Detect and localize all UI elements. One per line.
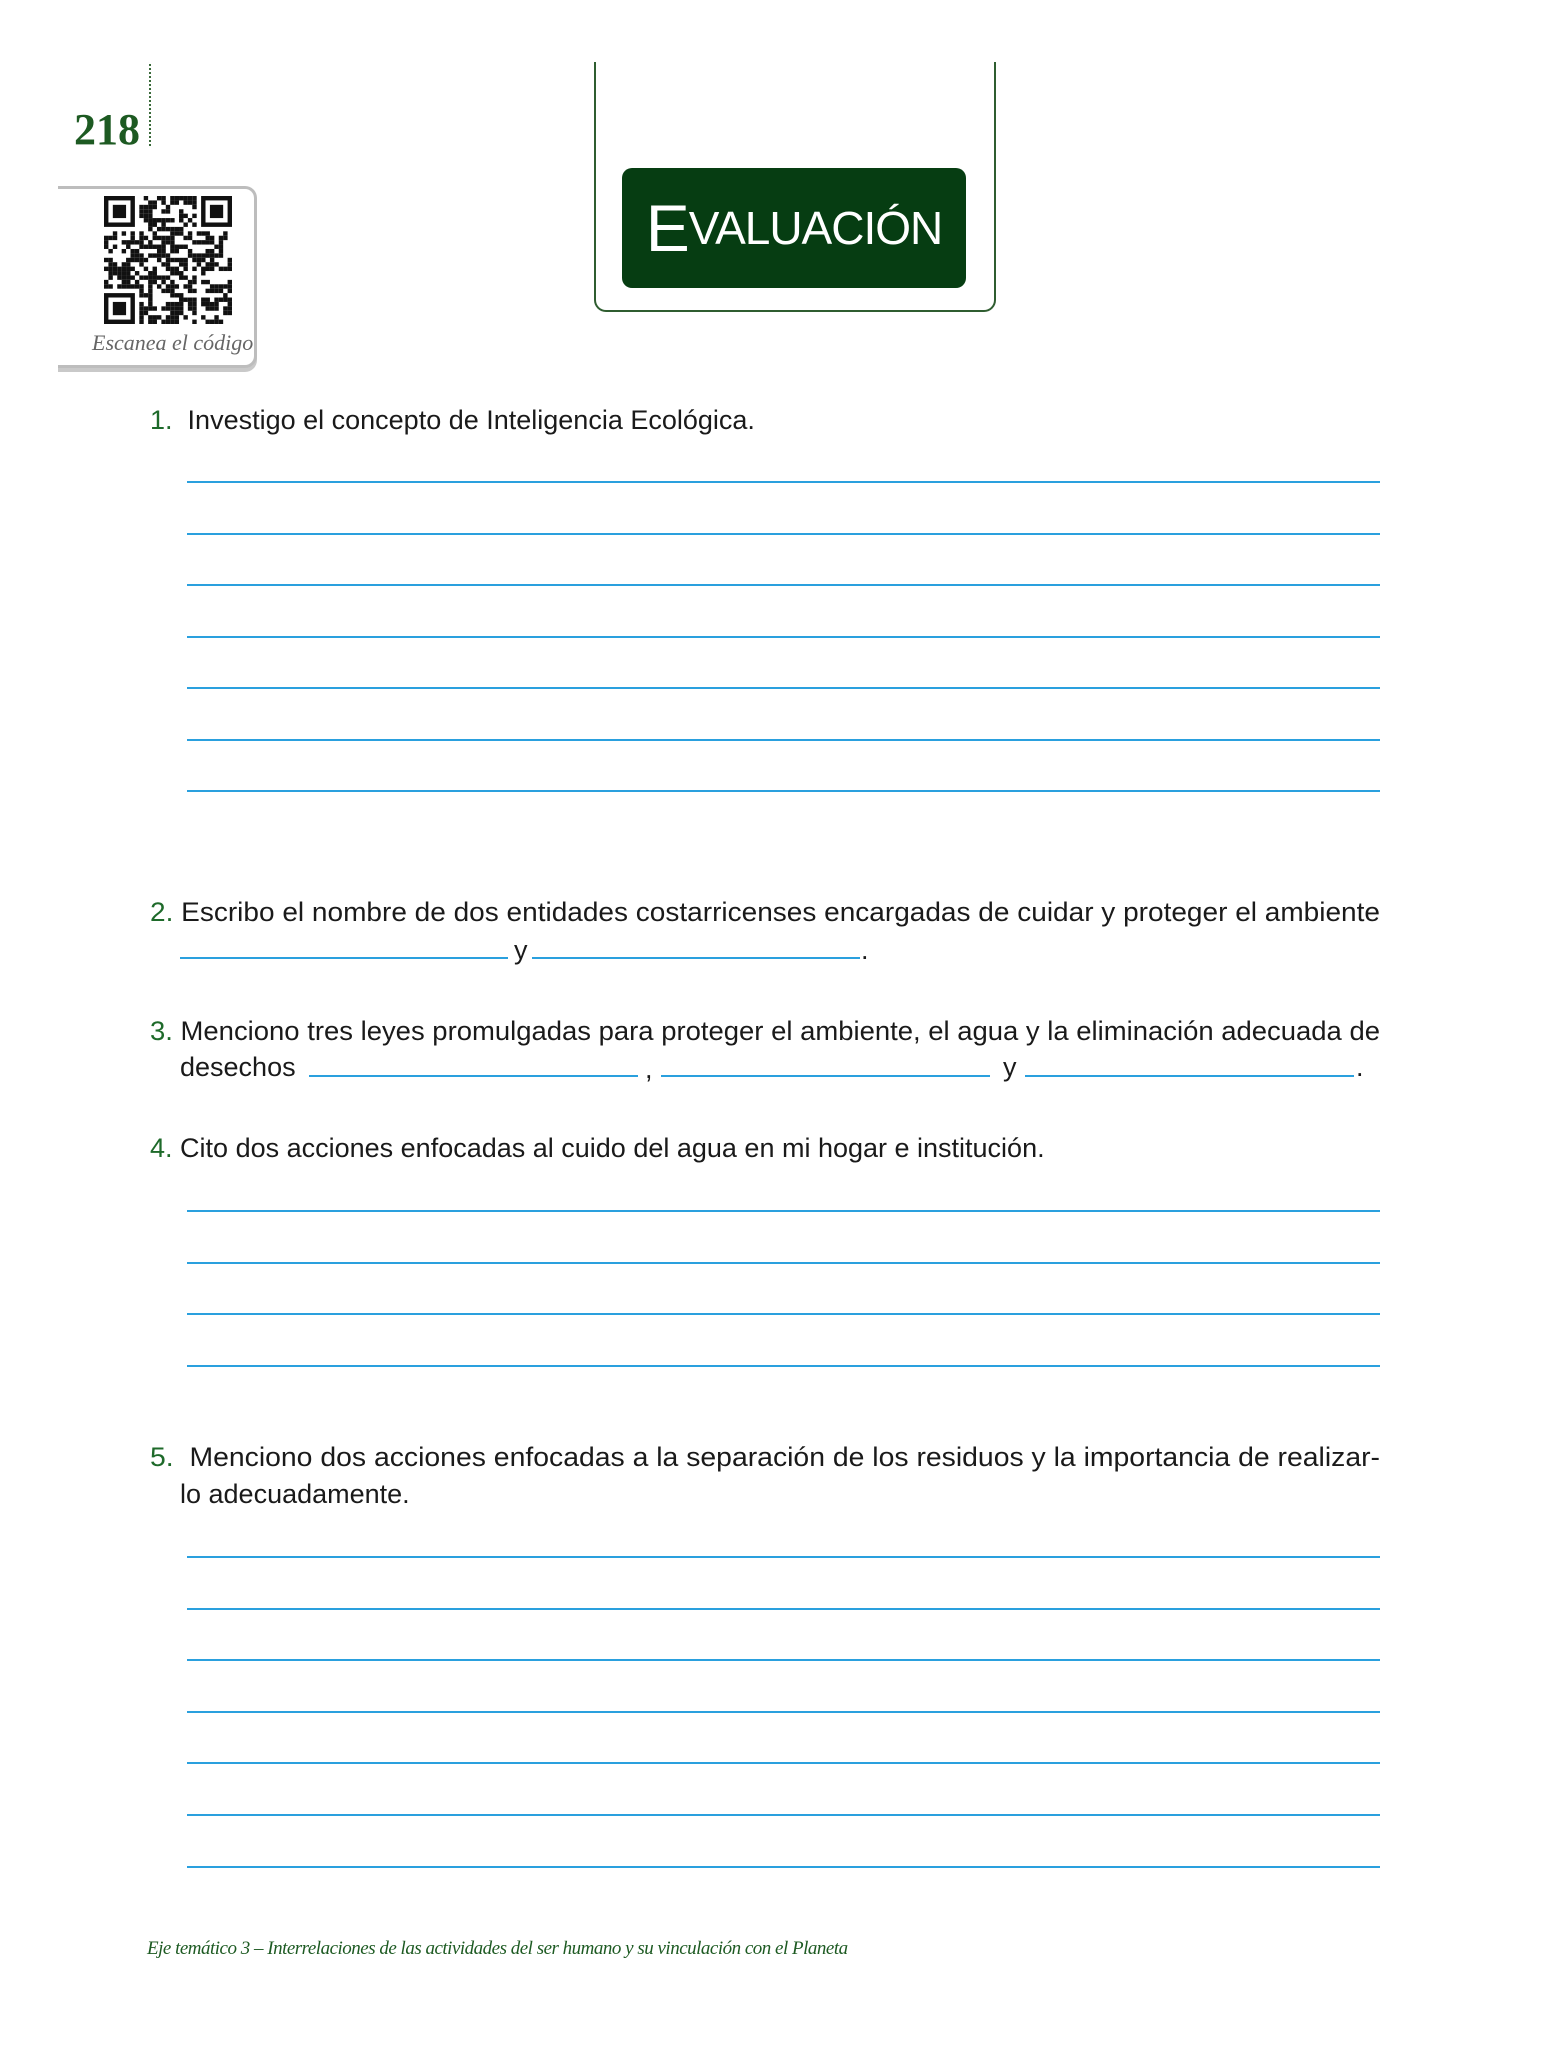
answer-blank[interactable] bbox=[309, 1075, 638, 1077]
answer-line[interactable] bbox=[187, 1762, 1380, 1764]
question-2 bbox=[150, 896, 1380, 928]
question-5 bbox=[150, 1441, 1380, 1473]
connector-text: y bbox=[1003, 1052, 1017, 1082]
answer-line[interactable] bbox=[187, 1659, 1380, 1661]
question-text: Cito dos acciones enfocadas al cuido del agua en mi hogar e institución. bbox=[180, 1133, 1045, 1163]
title-initial: E bbox=[645, 191, 689, 265]
qr-caption: Escanea el código bbox=[92, 330, 254, 355]
page-number: 218 bbox=[74, 105, 140, 154]
question-4 bbox=[150, 1132, 1045, 1164]
answer-blank[interactable] bbox=[661, 1075, 990, 1077]
answer-line[interactable] bbox=[187, 1814, 1380, 1816]
answer-blank[interactable] bbox=[180, 957, 508, 959]
question-number: 4. bbox=[150, 1133, 173, 1163]
end-punctuation: . bbox=[1356, 1052, 1364, 1082]
answer-line[interactable] bbox=[187, 1608, 1380, 1610]
page-number-divider bbox=[149, 64, 151, 146]
answer-line[interactable] bbox=[187, 687, 1380, 689]
question-1 bbox=[150, 404, 755, 436]
answer-line[interactable] bbox=[187, 1711, 1380, 1713]
answer-line[interactable] bbox=[187, 739, 1380, 741]
question-text: Menciono dos acciones enfocadas a la separación de los residuos y la importancia de realizar- bbox=[189, 1442, 1380, 1472]
question-3 bbox=[150, 1015, 1380, 1047]
comma-text: , bbox=[645, 1054, 653, 1084]
question-text: Escribo el nombre de dos entidades costarricenses encargadas de cuidar y proteger el ambiente bbox=[181, 897, 1381, 927]
answer-blank[interactable] bbox=[532, 957, 860, 959]
qr-code-icon[interactable] bbox=[104, 196, 232, 324]
connector-text: y bbox=[514, 935, 528, 965]
question-number: 1. bbox=[150, 405, 173, 435]
answer-line[interactable] bbox=[187, 1262, 1380, 1264]
answer-line[interactable] bbox=[187, 636, 1380, 638]
question-text: Menciono tres leyes promulgadas para proteger el ambiente, el agua y la eliminación adecuada de bbox=[180, 1016, 1381, 1046]
question-text-cont: desechos bbox=[180, 1052, 296, 1082]
answer-line[interactable] bbox=[187, 1365, 1380, 1367]
question-number: 5. bbox=[150, 1442, 174, 1472]
question-text: Investigo el concepto de Inteligencia Ecológica. bbox=[187, 405, 755, 435]
question-number: 2. bbox=[150, 897, 174, 927]
answer-line[interactable] bbox=[187, 1210, 1380, 1212]
answer-line[interactable] bbox=[187, 790, 1380, 792]
end-punctuation: . bbox=[861, 935, 869, 965]
answer-line[interactable] bbox=[187, 481, 1380, 483]
answer-line[interactable] bbox=[187, 533, 1380, 535]
answer-line[interactable] bbox=[187, 1313, 1380, 1315]
title-rest: VALUACIÓN bbox=[688, 202, 943, 254]
answer-blank[interactable] bbox=[1025, 1075, 1354, 1077]
answer-line[interactable] bbox=[187, 1866, 1380, 1868]
answer-line[interactable] bbox=[187, 584, 1380, 586]
question-number: 3. bbox=[150, 1016, 173, 1046]
section-title bbox=[622, 168, 966, 288]
question-text-cont: lo adecuadamente. bbox=[180, 1479, 410, 1509]
footer-text: Eje temático 3 – Interrelaciones de las actividades del ser humano y su vinculación con el Planeta bbox=[147, 1938, 848, 1959]
answer-line[interactable] bbox=[187, 1556, 1380, 1558]
